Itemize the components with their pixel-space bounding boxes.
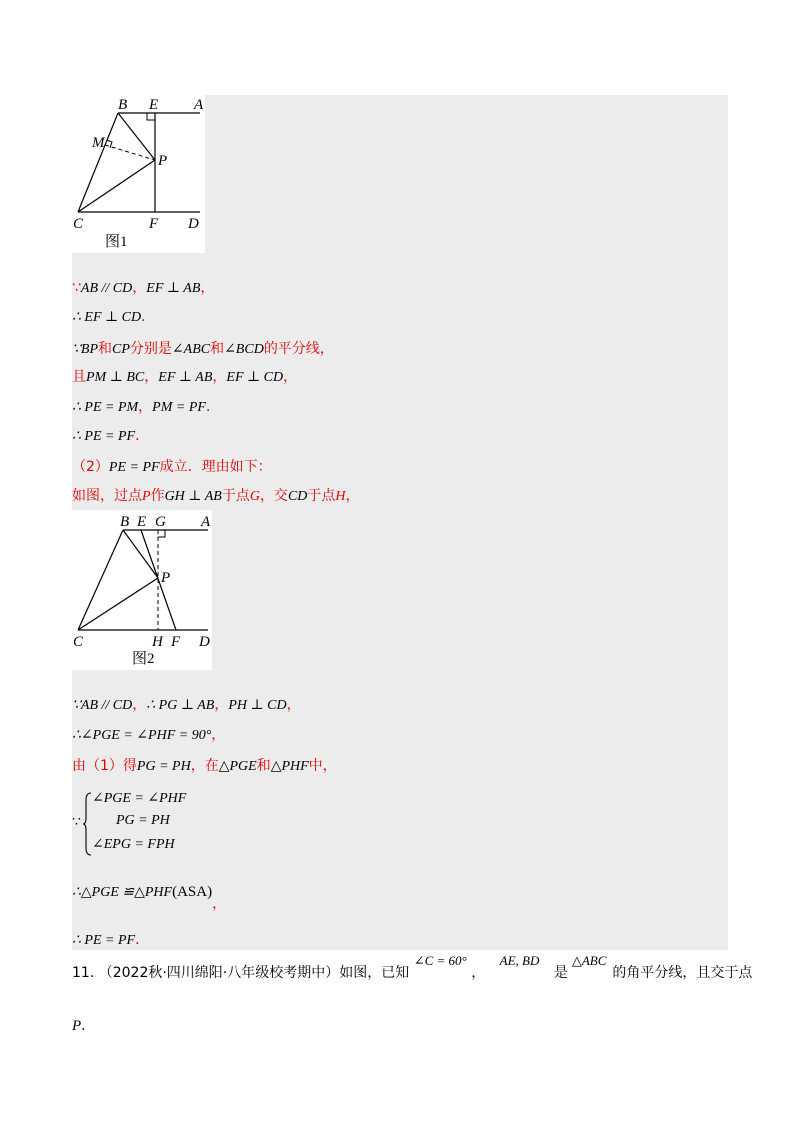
text: ，在 xyxy=(190,758,219,774)
label-F: F xyxy=(149,216,159,232)
math: PE = PF xyxy=(108,460,160,475)
text: ， xyxy=(286,697,301,713)
math: △ABC xyxy=(571,953,607,968)
math: ∴ PE = PF xyxy=(72,429,136,444)
math: △PGE xyxy=(218,759,257,774)
math: G xyxy=(249,489,260,504)
proof-line-11 xyxy=(72,755,337,775)
math: PM = PF xyxy=(152,400,206,415)
proof-line-10 xyxy=(72,724,225,744)
text: ， xyxy=(200,280,215,296)
text: 和 xyxy=(98,341,113,357)
text: ． xyxy=(205,399,220,415)
math: PM ⊥ BC xyxy=(86,370,145,385)
proof-line-4 xyxy=(72,366,297,386)
label-P: P xyxy=(161,570,171,586)
label-P: P xyxy=(158,153,168,169)
label-B: B xyxy=(118,97,128,113)
math: ∵BP xyxy=(72,342,99,357)
text: 是 xyxy=(553,965,568,981)
question-11-continued xyxy=(72,1015,732,1035)
text: 的平分线， xyxy=(263,341,334,357)
math: ∴ EF ⊥ CD xyxy=(72,310,142,325)
text: ． xyxy=(141,309,156,325)
question-source: （2022秋·四川绵阳·八年级校考期中） xyxy=(98,965,340,981)
math: ∴ PE = PF xyxy=(72,933,136,948)
math: AB // CD xyxy=(80,281,133,296)
text: ． xyxy=(135,932,150,948)
math: ∵AB // CD xyxy=(72,698,133,713)
label-E: E xyxy=(149,97,159,113)
because-symbol: ∵ xyxy=(72,815,81,830)
math: (ASA) xyxy=(172,884,213,900)
text: ， xyxy=(144,369,159,385)
math: GH ⊥ AB xyxy=(164,489,222,504)
proof-line-3 xyxy=(72,338,334,358)
label-C: C xyxy=(73,216,84,232)
text: 的角平分线，且交于点 xyxy=(612,965,753,981)
math: PH ⊥ CD xyxy=(228,698,287,713)
text: 于点 xyxy=(307,488,336,504)
math: ∠BCD xyxy=(224,342,264,357)
text: （2） xyxy=(72,459,109,475)
text: ， xyxy=(345,488,360,504)
text: ∵ xyxy=(72,280,81,296)
text: ， xyxy=(214,697,229,713)
text: ， xyxy=(212,896,227,912)
proof-line-1 xyxy=(72,277,214,297)
text: ． xyxy=(81,1018,96,1034)
math: ∴ PE = PM xyxy=(72,400,139,415)
proof-line-7 xyxy=(72,456,272,476)
label-H: H xyxy=(152,634,163,650)
math: ∠ABC xyxy=(171,342,211,357)
label-E: E xyxy=(137,514,147,530)
text: 如图，过点 xyxy=(72,488,142,504)
math: EF ⊥ AB xyxy=(146,281,201,296)
math: P xyxy=(142,489,151,504)
text: 中， xyxy=(308,758,337,774)
math: ∠C = 60° xyxy=(413,953,467,968)
text: 且 xyxy=(72,369,86,385)
left-brace xyxy=(82,792,92,856)
label-B: B xyxy=(120,514,130,530)
math: CD xyxy=(287,489,308,504)
math: △PHF xyxy=(270,759,309,774)
math: ∴ PG ⊥ AB xyxy=(146,698,215,713)
math: CP xyxy=(112,342,130,357)
text: 作 xyxy=(150,488,165,504)
math: ∴∠PGE = ∠PHF = 90° xyxy=(72,728,212,743)
figure-2 xyxy=(72,510,212,670)
text: ， xyxy=(132,280,147,296)
text: 成立．理由如下： xyxy=(159,459,272,475)
math: PG = PH xyxy=(136,759,191,774)
label-D: D xyxy=(199,634,210,650)
label-M: M xyxy=(92,135,105,151)
text: ， xyxy=(471,965,486,981)
question-number: 11. xyxy=(72,965,95,981)
text: ， xyxy=(211,727,226,743)
text: 和 xyxy=(256,758,271,774)
text: 如图，已知 xyxy=(339,965,410,981)
proof-line-9 xyxy=(72,694,301,714)
label-D: D xyxy=(188,216,199,232)
text: 由（1）得 xyxy=(72,758,137,774)
math: EF ⊥ CD xyxy=(226,370,284,385)
math: H xyxy=(335,489,346,504)
math: EF ⊥ AB xyxy=(158,370,213,385)
text: ， xyxy=(283,369,298,385)
figure-1-caption: 图1 xyxy=(105,234,128,250)
proof-line-2 xyxy=(72,306,155,326)
text: 分别是 xyxy=(129,341,172,357)
system-row-3: ∠EPG = FPH xyxy=(92,837,175,852)
figure-1-diagram xyxy=(72,95,205,253)
label-G: G xyxy=(155,514,166,530)
question-11 xyxy=(72,953,753,982)
label-C: C xyxy=(73,634,84,650)
proof-line-5 xyxy=(72,396,220,416)
math: P xyxy=(72,1018,82,1034)
proof-line-8 xyxy=(72,485,360,505)
text: ． xyxy=(135,428,150,444)
system-row-2: PG = PH xyxy=(116,813,170,828)
proof-line-12 xyxy=(72,881,227,912)
label-A: A xyxy=(201,514,211,530)
math: ∴△PGE ≌△PHF xyxy=(72,885,173,900)
label-F: F xyxy=(171,634,181,650)
math: AE, BD xyxy=(499,953,540,968)
equation-system xyxy=(72,790,212,860)
text: ， xyxy=(138,399,153,415)
text: ， xyxy=(212,369,227,385)
figure-1 xyxy=(72,95,205,253)
text: 和 xyxy=(210,341,225,357)
text: ， xyxy=(132,697,147,713)
proof-line-6 xyxy=(72,425,149,445)
figure-2-diagram xyxy=(72,510,212,670)
proof-line-13 xyxy=(72,929,149,949)
text: 于点 xyxy=(221,488,250,504)
figure-2-caption: 图2 xyxy=(132,651,155,667)
label-A: A xyxy=(194,97,204,113)
text: ，交 xyxy=(259,488,288,504)
system-row-1: ∠PGE = ∠PHF xyxy=(92,791,187,806)
